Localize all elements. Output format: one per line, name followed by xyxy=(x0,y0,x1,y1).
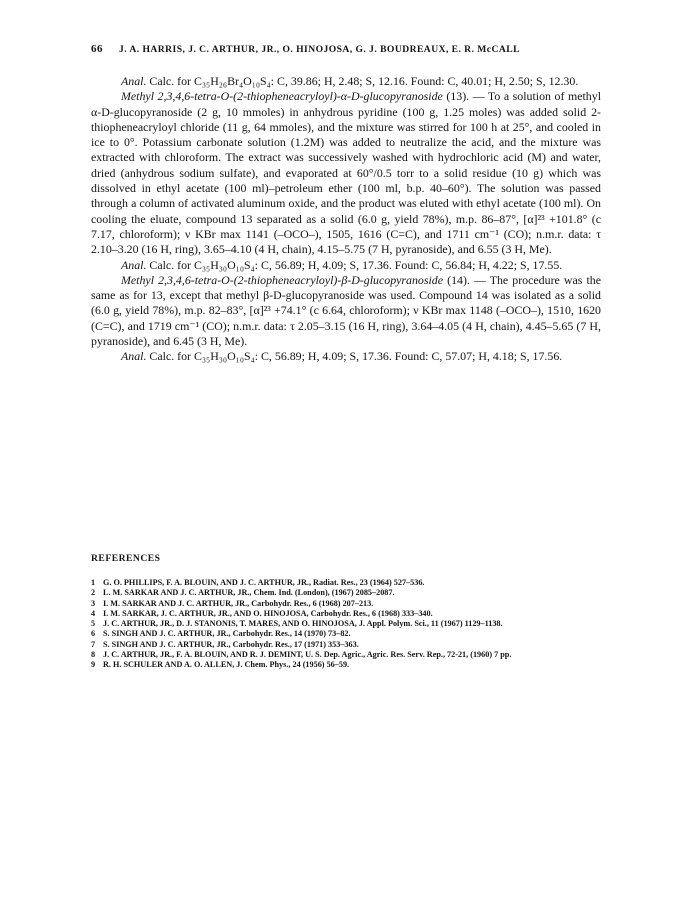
reference-number: 7 xyxy=(91,639,96,649)
anal-label: Anal. xyxy=(121,349,147,364)
analysis-paragraph-1 xyxy=(91,74,601,89)
reference-item xyxy=(91,640,601,650)
page-number: 66 xyxy=(91,43,103,55)
compound-14-number: (14). xyxy=(443,272,470,287)
compound-14-procedure: — The procedure was the same as for 13, except that methyl β-D-glucopyranoside was used. Compound 14 was isolated as a solid (6.0 g, yield 78%), m.p. 82–83°, [α]²³ +74.1° (c 6.64, chloroform); ν KBr max 1148 (–OCO–), 1510, 1620 (C=C), and 1719 cm⁻¹ (CO); n.m.r. data: τ 2.05–3.15 (16 H, ring), 3.64–4.05 (4 H, chain), 4.45–5.65 (7 H, pyranoside), and 6.45 (3 H, Me). xyxy=(91,272,601,349)
compound-14-paragraph xyxy=(91,273,601,349)
compound-13-paragraph xyxy=(91,89,601,257)
reference-number: 5 xyxy=(91,619,96,629)
reference-text: G. O. PHILLIPS, F. A. BLOUIN, AND J. C. ARTHUR, JR., Radiat. Res., 23 (1964) 527–536. xyxy=(103,578,425,587)
running-header xyxy=(91,43,601,57)
compound-13-number: (13). xyxy=(442,89,470,104)
analysis-paragraph-2 xyxy=(91,258,601,273)
reference-item xyxy=(91,588,601,598)
reference-text: I. M. SARKAR AND J. C. ARTHUR, JR., Carbohydr. Res., 6 (1968) 207–213. xyxy=(103,598,374,608)
reference-text: L. M. SARKAR AND J. C. ARTHUR, JR., Chem. Ind. (London), (1967) 2085–2087. xyxy=(103,588,395,598)
reference-number: 4 xyxy=(91,608,96,618)
reference-item xyxy=(91,629,601,639)
analysis-text: Calc. for C₃₅H₂₆Br₄O₁₀S₄: C, 39.86; H, 2.48; S, 12.16. Found: C, 40.01; H, 2.50; S, 12.30. xyxy=(146,74,579,88)
running-head-authors: J. A. HARRIS, J. C. ARTHUR, JR., O. HINOJOSA, G. J. BOUDREAUX, E. R. McCALL xyxy=(119,44,520,55)
reference-item xyxy=(91,660,601,670)
reference-item xyxy=(91,609,601,619)
reference-number: 2 xyxy=(91,588,96,598)
reference-text: R. H. SCHULER AND A. O. ALLEN, J. Chem. Phys., 24 (1956) 56–59. xyxy=(103,660,350,670)
analysis-paragraph-3 xyxy=(91,349,601,364)
reference-number: 3 xyxy=(91,598,96,608)
analysis-text: Calc. for C₃₅H₃₀O₁₀S₄: C, 56.89; H, 4.09; S, 17.36. Found: C, 56.84; H, 4.22; S, 17.55. xyxy=(146,257,563,272)
reference-text: J. C. ARTHUR, JR., F. A. BLOUIN, AND R. J. DEMINT, U. S. Dep. Agric., Agric. Res. Serv. Rep., 72-21, (1960) 7 pp. xyxy=(103,650,512,660)
compound-13-procedure: — To a solution of methyl α-D-glucopyranoside (2 g, 10 mmoles) in anhydrous pyridine (100 g, 1.25 moles) was added solid 2-thiopheneacryloyl chloride (11 g, 64 mmoles), and the mixture was stirred for 100 h at 25°, and cooled in ice to 0°. Potassium carbonate solution (1.2M) was added to neutralize the acid, and the mixture was extracted with chloroform. The extract was successively washed with hydrochloric acid (M) and water, dried (anhydrous sodium sulfate), and evaporated at 60°/0.5 torr to a solid residue (10 g) which was dissolved in ethyl acetate (100 ml)–petroleum ether (100 ml, b.p. 40–60°). The solution was passed through a column of activated aluminum oxide, and the product was eluted with ethyl acetate (100 ml). On cooling the eluate, compound 13 separated as a solid (6.0 g, yield 78%), m.p. 86–87°, [α]²³ +101.8° (c 7.17, chloroform); ν KBr max 1141 (–OCO–), 1505, 1616 (C=C), and 1711 cm⁻¹ (CO); n.m.r. data: τ 2.10–3.20 (16 H, ring), 3.65–4.10 (4 H, chain), 4.15–5.75 (7 H, pyranoside), and 6.55 (3 H, Me). xyxy=(91,89,601,257)
reference-item xyxy=(91,578,601,588)
analysis-text: Calc. for C₃₅H₃₀O₁₀S₄: C, 56.89; H, 4.09; S, 17.36. Found: C, 57.07; H, 4.18; S, 17.56. xyxy=(146,349,563,364)
reference-text: S. SINGH AND J. C. ARTHUR, JR., Carbohydr. Res., 17 (1971) 353–363. xyxy=(103,639,359,649)
reference-text: S. SINGH AND J. C. ARTHUR, JR., Carbohydr. Res., 14 (1970) 73–82. xyxy=(103,629,351,639)
reference-text: I. M. SARKAR, J. C. ARTHUR, JR., AND O. HINOJOSA, Carbohydr. Res., 6 (1968) 333–340. xyxy=(103,608,433,618)
reference-item xyxy=(91,650,601,660)
reference-number: 1 xyxy=(91,578,96,587)
compound-14-title: Methyl 2,3,4,6-tetra-O-(2-thiopheneacryloyl)-β-D-glucopyranoside xyxy=(121,272,444,287)
reference-list xyxy=(91,578,601,671)
anal-label: Anal. xyxy=(121,74,147,88)
anal-label: Anal. xyxy=(121,257,147,272)
reference-item xyxy=(91,619,601,629)
reference-number: 6 xyxy=(91,629,96,639)
reference-number: 8 xyxy=(91,650,96,660)
reference-text: J. C. ARTHUR, JR., D. J. STANONIS, T. MARES, AND O. HINOJOSA, J. Appl. Polym. Sci., 11 (1967) 1129–1138. xyxy=(103,619,503,629)
reference-item xyxy=(91,599,601,609)
reference-number: 9 xyxy=(91,660,96,670)
references-heading: REFERENCES xyxy=(91,553,161,564)
article-body xyxy=(91,74,601,365)
compound-13-title: Methyl 2,3,4,6-tetra-O-(2-thiopheneacryloyl)-α-D-glucopyranoside xyxy=(121,89,443,104)
